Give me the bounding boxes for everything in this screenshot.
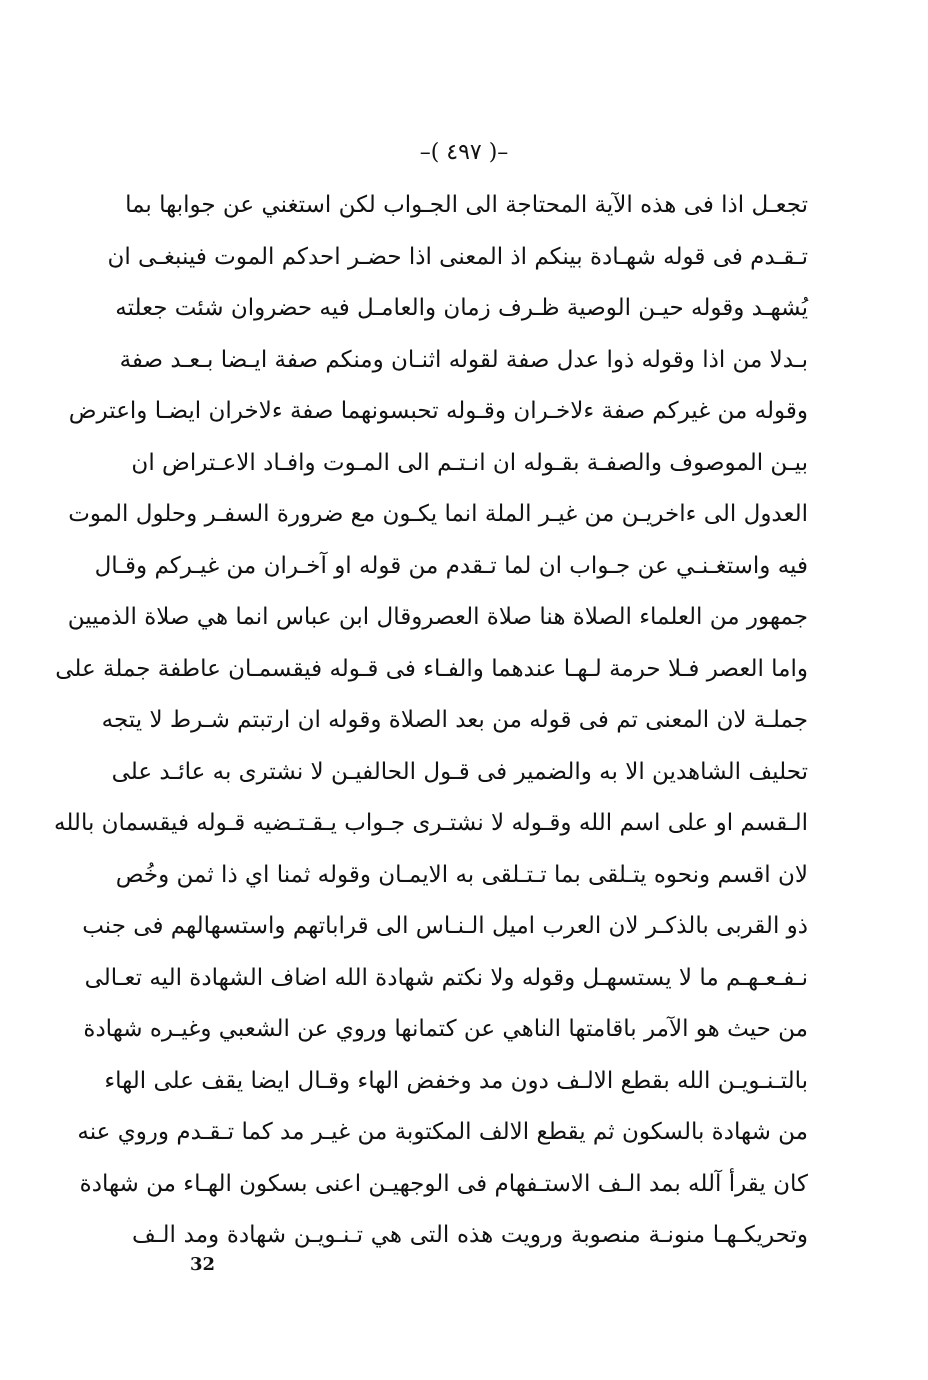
text-line: من شهادة بالسكون ثم يقطع الالف المكتوبة من غيـر مد كما تـقـدم وروي عنه — [77, 1119, 808, 1145]
text-line: ذو القربى بالذكـر لان العرب اميل الـنـاس الى قراباتهم واستسهالهم فى جنب — [82, 913, 808, 939]
signature-mark: 32 — [190, 1254, 216, 1275]
text-line: واما العصر فـلا حرمة لـهـا عندهما والفـاء فى قـوله فيقسمـان عاطفة جملة على — [55, 655, 808, 682]
text-line: الـقسم او على اسم الله وقـوله لا نشتـرى جـواب يـقـتـضيه قـوله فيقسمان بالله — [53, 810, 808, 836]
text-line: تجعـل اذا فى هذه الآية المحتاجة الى الجـواب لكن استغني عن جوابها بما — [125, 192, 808, 218]
text-line: بـدلا من اذا وقوله ذوا عدل صفة لقوله اثنـان ومنكم صفة ايـضا بـعـد صفة — [119, 346, 808, 373]
text-line: لان اقسم ونحوه يتـلقى بما تـتـلقى به الايمـان وقوله ثمنا اي ذا ثمن وخُص — [115, 861, 808, 888]
text-line: جملـة لان المعنى تم فى قوله من بعد الصلاة وقوله ان ارتبتم شـرط لا يتجه — [101, 707, 808, 733]
text-line: العدول الى ءاخريـن من غيـر الملة انما يكـون مع ضرورة السفـر وحلول الموت — [68, 501, 808, 527]
text-line: تحليف الشاهدين الا به والضمير فى قـول الحالفيـن لا نشترى به عائـد على — [111, 758, 808, 785]
text-line: وتحريكـهـا منونـة منصوبة ورويت هذه التى هي تـنـويـن شهادة ومد الـف — [132, 1222, 808, 1248]
page-number: –( ٤٩٧ )– — [419, 140, 509, 165]
text-line: بالتـنـويـن الله بقطع الالـف دون مد وخفض الهاء وقـال ايضا يقف على الهاء — [104, 1067, 808, 1094]
text-line: يُشهـد وقوله حيـن الوصية ظـرف زمان والعامـل فيه حضروان شئت جعلته — [115, 295, 808, 321]
text-line: فيه واستغـنـي عن جـواب ان لما تـقدم من قوله او آخـران من غيـركم وقـال — [94, 552, 808, 579]
text-line: تـقـدم فى قوله شهـادة بينكم اذ المعنى اذا حضـر احدكم الموت فينبغـى ان — [107, 243, 808, 270]
text-line: وقوله من غيركم صفة ءلاخـران وقـوله تحبسونهما صفة ءلاخران ايضـا واعترض — [68, 398, 808, 424]
text-line: كان يقرأ آلله بمد الـف الاستـفهام فى الوجهيـن اعنى بسكون الهـاء من شهادة — [79, 1170, 808, 1197]
text-line: من حيث هو الآمر باقامتها الناهي عن كتمانها وروي عن الشعبي وغيـره شهادة — [83, 1016, 808, 1042]
text-line: جمهور من العلماء الصلاة هنا صلاة العصروقال ابن عباس انما هي صلاة الذميين — [67, 604, 808, 630]
text-line: نـفـعـهـم ما لا يستسهـل وقوله ولا نكتم شهادة الله اضاف الشهادة اليه تعـالى — [84, 964, 808, 991]
text-line: بيـن الموصوف والصفـة بقـوله ان انـتـم الى المـوت وافـاد الاعـتراض ان — [131, 449, 808, 476]
body-text — [53, 180, 808, 1262]
